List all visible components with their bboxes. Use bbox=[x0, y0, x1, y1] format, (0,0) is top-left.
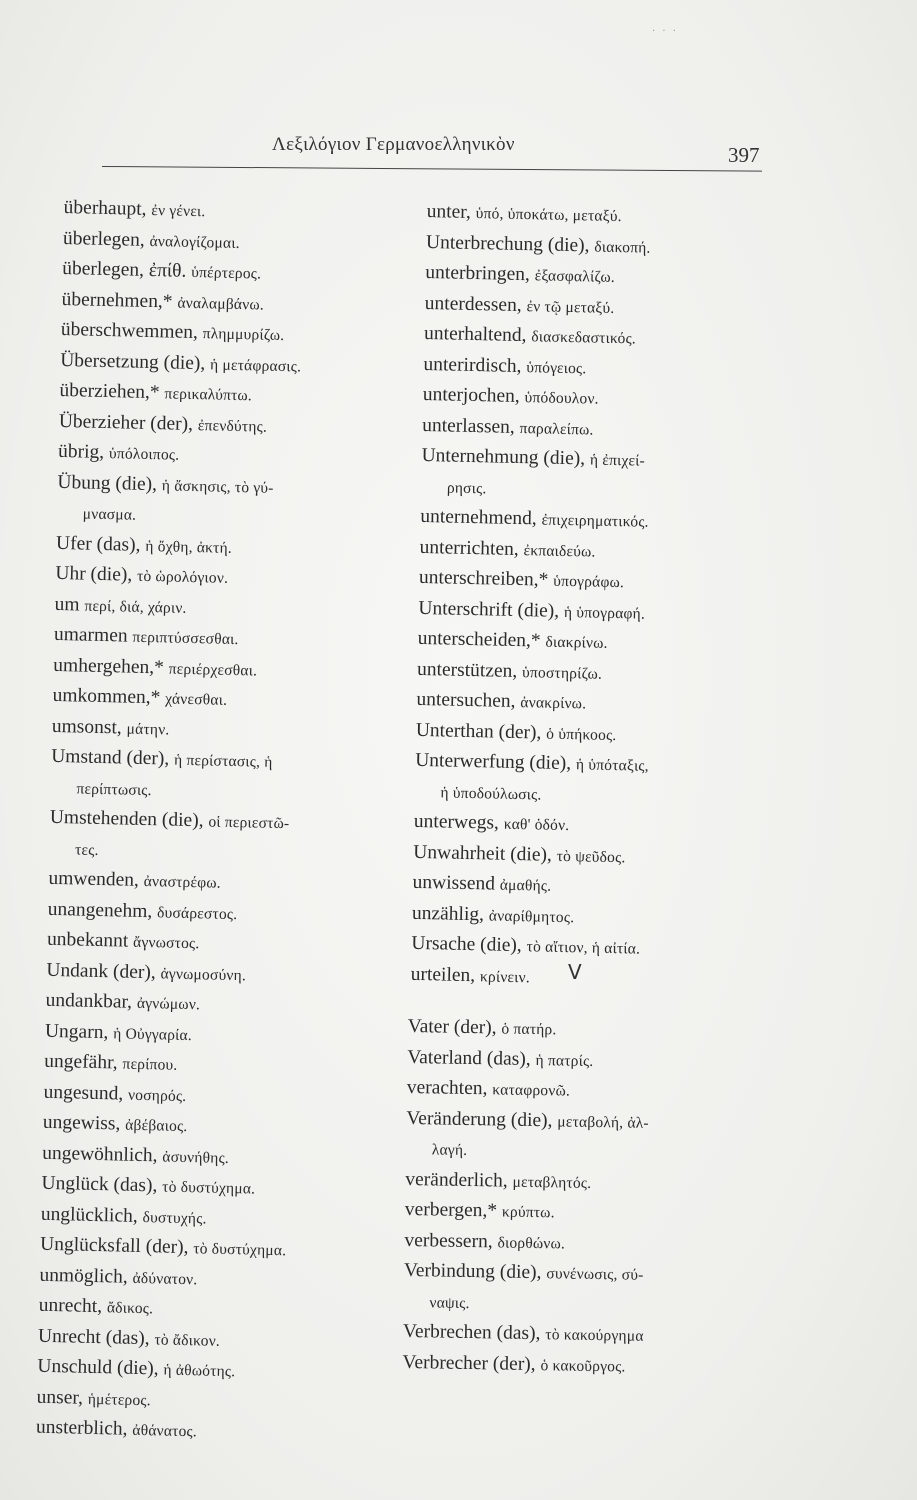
greek-translation: χάνεσθαι. bbox=[165, 690, 228, 709]
german-headword: unzählig, bbox=[411, 902, 490, 925]
section-letter: V bbox=[568, 960, 582, 984]
german-headword: urteilen, bbox=[410, 963, 481, 986]
greek-translation: ἐν τῷ μεταξύ. bbox=[526, 297, 615, 317]
german-headword: Unterbrechung (die), bbox=[425, 231, 595, 257]
dictionary-entry bbox=[403, 1317, 753, 1353]
greek-translation: ἀναλαμβάνω. bbox=[177, 294, 265, 314]
greek-translation: ἡ ὑποδούλωσις. bbox=[440, 783, 542, 804]
greek-translation: μεταβλητός. bbox=[512, 1173, 592, 1192]
greek-translation: ὁ πατήρ. bbox=[501, 1020, 557, 1039]
german-headword: Uhr (die), bbox=[55, 562, 138, 586]
german-headword: umkommen,* bbox=[52, 684, 166, 709]
left-column bbox=[36, 193, 414, 1451]
german-headword: umwenden, bbox=[48, 867, 144, 891]
greek-translation: διακοπή. bbox=[594, 238, 651, 257]
german-headword: unterbringen, bbox=[425, 261, 536, 286]
german-headword: umsonst, bbox=[51, 715, 127, 739]
page-number: 397 bbox=[728, 143, 760, 167]
greek-translation: τὸ ὡρολόγιον. bbox=[136, 567, 229, 587]
greek-translation: ὑπόλοιπος. bbox=[108, 445, 180, 464]
greek-translation: περίπου. bbox=[122, 1055, 178, 1074]
right-column-u bbox=[410, 197, 767, 997]
dictionary-entry-continuation bbox=[406, 1134, 756, 1170]
greek-translation: ἄγνωστος. bbox=[132, 933, 200, 953]
greek-translation: διακρίνω. bbox=[545, 633, 608, 652]
german-headword: Übung (die), bbox=[57, 471, 163, 495]
greek-translation: ἡμέτερος. bbox=[87, 1390, 152, 1409]
german-headword: Überzieher (der), bbox=[58, 410, 199, 435]
dictionary-entry bbox=[36, 1413, 387, 1451]
greek-translation: τες. bbox=[74, 840, 99, 859]
german-headword: Verbrecher (der), bbox=[402, 1351, 541, 1375]
greek-translation: ἡ ὑπογραφή. bbox=[563, 603, 646, 623]
greek-translation: ἀδύνατον. bbox=[132, 1269, 198, 1288]
german-headword: überziehen,* bbox=[59, 379, 165, 404]
german-headword: Vater (der), bbox=[407, 1015, 502, 1039]
greek-translation: καθ' ὁδόν. bbox=[503, 815, 570, 835]
greek-translation: δυσάρεστος. bbox=[156, 903, 238, 923]
greek-translation: ἀγνωμοσύνη. bbox=[160, 964, 247, 984]
greek-translation: ὑπόδουλον. bbox=[524, 389, 599, 408]
german-headword: unglücklich, bbox=[40, 1203, 143, 1227]
greek-translation: ἡ ὄχθη, ἀκτή. bbox=[145, 537, 233, 557]
german-headword: unterschreiben,* bbox=[418, 566, 554, 591]
german-headword: unterwegs, bbox=[413, 810, 505, 834]
greek-translation: ὑποστηρίζω. bbox=[521, 663, 603, 683]
greek-translation: ἀγνώμων. bbox=[136, 994, 201, 1014]
greek-translation: ἡ ἐπιχεί- bbox=[589, 451, 646, 470]
greek-translation: λαγή. bbox=[431, 1141, 468, 1159]
scan-artifact: · · · bbox=[652, 26, 678, 37]
greek-translation: ἀναλογίζομαι. bbox=[149, 232, 240, 252]
german-headword: ungesund, bbox=[43, 1081, 129, 1105]
greek-translation: τὸ κακούργημα bbox=[545, 1326, 644, 1345]
greek-translation: ἡ ὑπόταξις, bbox=[575, 756, 649, 775]
greek-translation: μεταβολή, ἀλ- bbox=[557, 1112, 649, 1132]
right-column-v bbox=[402, 1012, 758, 1383]
german-headword: verbessern, bbox=[404, 1229, 498, 1252]
greek-translation: περίπτωσις. bbox=[76, 779, 152, 799]
german-headword: unbekannt bbox=[46, 928, 134, 952]
german-headword: unterlassen, bbox=[422, 414, 520, 438]
dictionary-entry bbox=[402, 1347, 752, 1383]
greek-translation: διασκεδαστικός. bbox=[531, 328, 637, 348]
greek-translation: ὑπόγειος. bbox=[526, 358, 587, 377]
greek-translation: οἱ περιεστῶ- bbox=[208, 813, 290, 833]
greek-translation: ἡ ἄσκησις, τὸ γύ- bbox=[161, 476, 274, 497]
dictionary-entry bbox=[408, 1012, 758, 1048]
german-headword: unternehmend, bbox=[420, 505, 542, 530]
german-headword: verbergen,* bbox=[404, 1198, 503, 1222]
german-headword: ungefähr, bbox=[44, 1050, 123, 1074]
greek-translation: τὸ δυστύχημα. bbox=[162, 1178, 256, 1198]
german-headword: Unterthan (der), bbox=[415, 719, 547, 744]
greek-translation: ἐν γένει. bbox=[151, 201, 206, 221]
german-headword: Unterwerfung (die), bbox=[414, 749, 577, 775]
greek-translation: δυστυχής. bbox=[142, 1208, 207, 1227]
greek-translation: τὸ ἄδικον. bbox=[154, 1330, 221, 1350]
german-headword: veränderlich, bbox=[405, 1168, 513, 1192]
greek-translation: ἐπενδύτης. bbox=[197, 416, 268, 436]
greek-translation: ἄδικος. bbox=[106, 1299, 154, 1318]
greek-translation: παραλείπω. bbox=[519, 419, 594, 439]
german-headword: Unterschrift (die), bbox=[418, 597, 565, 622]
greek-translation: περιπτύσσεσθαι. bbox=[132, 628, 239, 649]
greek-translation: ἀβέβαιος. bbox=[125, 1116, 188, 1136]
german-headword: unterdessen, bbox=[424, 292, 527, 316]
german-headword: überlegen, ἐπίθ. bbox=[62, 257, 192, 282]
greek-translation: ἡ Οὐγγαρία. bbox=[112, 1024, 193, 1044]
german-headword: Umstand (der), bbox=[50, 745, 175, 770]
greek-translation: πλημμυρίζω. bbox=[202, 325, 285, 345]
german-headword: Unglücksfall (der), bbox=[39, 1233, 194, 1259]
german-headword: übrig, bbox=[57, 440, 110, 464]
german-headword: umarmen bbox=[53, 623, 133, 647]
running-head: Λεξιλόγιον Γερμανοελληνικὸν bbox=[272, 134, 515, 155]
german-headword: unter, bbox=[426, 200, 476, 224]
greek-translation: ἐκπαιδεύω. bbox=[523, 541, 596, 561]
greek-translation: ὁ κακοῦργος. bbox=[540, 1356, 626, 1375]
german-headword: Verbrechen (das), bbox=[402, 1320, 546, 1345]
german-headword: umhergehen,* bbox=[53, 654, 170, 678]
greek-translation: καταφρονῶ. bbox=[492, 1081, 571, 1100]
german-headword: unmöglich, bbox=[39, 1264, 133, 1288]
greek-translation: ἐπιχειρηματικός. bbox=[541, 511, 649, 531]
german-headword: Unrecht (das), bbox=[37, 1325, 155, 1349]
greek-translation: ὑπό, ὑποκάτω, μεταξύ. bbox=[475, 205, 622, 226]
german-headword: ungewiss, bbox=[42, 1111, 126, 1135]
greek-translation: ἀθάνατος. bbox=[132, 1421, 198, 1441]
greek-translation: ναψις. bbox=[429, 1293, 470, 1312]
greek-translation: κρύπτω. bbox=[501, 1203, 555, 1222]
german-headword: unterstützen, bbox=[416, 658, 523, 682]
dictionary-entry bbox=[405, 1195, 755, 1231]
german-headword: überhaupt, bbox=[63, 196, 152, 220]
greek-translation: ὑπέρτερος. bbox=[191, 263, 262, 283]
greek-translation: μνασμα. bbox=[82, 505, 137, 524]
greek-translation: ἡ πατρίς. bbox=[535, 1051, 594, 1070]
german-headword: Veränderung (die), bbox=[406, 1107, 558, 1131]
greek-translation: μάτην. bbox=[126, 720, 170, 739]
german-headword: untersuchen, bbox=[416, 688, 521, 713]
german-headword: Ursache (die), bbox=[411, 932, 527, 957]
greek-translation: ἡ μετάφρασις. bbox=[209, 355, 302, 375]
dictionary-entry bbox=[404, 1256, 754, 1292]
greek-translation: περιέρχεσθαι. bbox=[168, 660, 258, 680]
german-headword: unwissend bbox=[412, 871, 501, 895]
greek-translation: ἀναστρέφω. bbox=[143, 872, 221, 892]
greek-translation: ἐξασφαλίζω. bbox=[534, 267, 616, 286]
greek-translation: περικαλύπτω. bbox=[164, 385, 253, 405]
german-headword: Unschuld (die), bbox=[37, 1355, 164, 1380]
german-headword: übernehmen,* bbox=[61, 288, 178, 313]
german-headword: unterrichten, bbox=[419, 536, 524, 560]
header-rule bbox=[102, 166, 762, 172]
german-headword: unterirdisch, bbox=[423, 353, 527, 377]
german-headword: Unternehmung (die), bbox=[421, 444, 591, 470]
german-headword: unterhaltend, bbox=[423, 322, 532, 347]
greek-translation: νοσηρός. bbox=[127, 1086, 187, 1105]
greek-translation: τὸ αἴτιον, ἡ αἰτία. bbox=[526, 938, 641, 958]
greek-translation: ὑπογράφω. bbox=[553, 572, 625, 592]
german-headword: Umstehenden (die), bbox=[49, 806, 209, 832]
german-headword: Unwahrheit (die), bbox=[413, 841, 557, 866]
german-headword: unterjochen, bbox=[422, 383, 525, 408]
german-headword: Vaterland (das), bbox=[407, 1046, 536, 1070]
greek-translation: διορθώνω. bbox=[497, 1233, 566, 1252]
german-headword: um bbox=[54, 593, 85, 616]
greek-translation: ἡ περίστασις, ἡ bbox=[173, 751, 273, 771]
german-headword: verachten, bbox=[406, 1076, 493, 1100]
german-headword: unser, bbox=[36, 1386, 89, 1409]
german-headword: Ungarn, bbox=[44, 1020, 114, 1043]
dictionary-entry bbox=[407, 1073, 757, 1109]
greek-translation: ἀνακρίνω. bbox=[520, 694, 587, 713]
german-headword: undankbar, bbox=[45, 989, 138, 1013]
german-headword: unrecht, bbox=[38, 1294, 108, 1318]
german-headword: Verbindung (die), bbox=[403, 1259, 547, 1284]
greek-translation: κρίνειν. bbox=[479, 967, 531, 986]
german-headword: unangenehm, bbox=[47, 898, 158, 922]
greek-translation: ἡ ἀθωότης. bbox=[163, 1361, 236, 1381]
greek-translation: συνένωσις, σύ- bbox=[546, 1265, 644, 1284]
greek-translation: ἀναρίθμητος. bbox=[488, 906, 575, 926]
german-headword: Unglück (das), bbox=[41, 1172, 163, 1197]
greek-translation: τὸ ψεῦδος. bbox=[556, 847, 626, 866]
german-headword: Undank (der), bbox=[46, 959, 161, 983]
greek-translation: ρησις. bbox=[446, 478, 487, 497]
greek-translation: ἀσυνήθης. bbox=[162, 1147, 230, 1167]
german-headword: Ufer (das), bbox=[55, 532, 146, 556]
german-headword: unterscheiden,* bbox=[417, 627, 546, 652]
german-headword: unsterblich, bbox=[35, 1416, 133, 1440]
greek-translation: ὁ ὑπήκοος. bbox=[546, 725, 617, 744]
german-headword: überlegen, bbox=[62, 227, 150, 251]
german-headword: ungewöhnlich, bbox=[41, 1142, 163, 1166]
greek-translation: τὸ δυστύχημα. bbox=[193, 1240, 287, 1260]
german-headword: Übersetzung (die), bbox=[59, 349, 211, 374]
greek-translation: περί, διά, χάριν. bbox=[84, 597, 187, 617]
german-headword: überschwemmen, bbox=[60, 318, 203, 344]
greek-translation: ἀμαθής. bbox=[499, 876, 552, 895]
